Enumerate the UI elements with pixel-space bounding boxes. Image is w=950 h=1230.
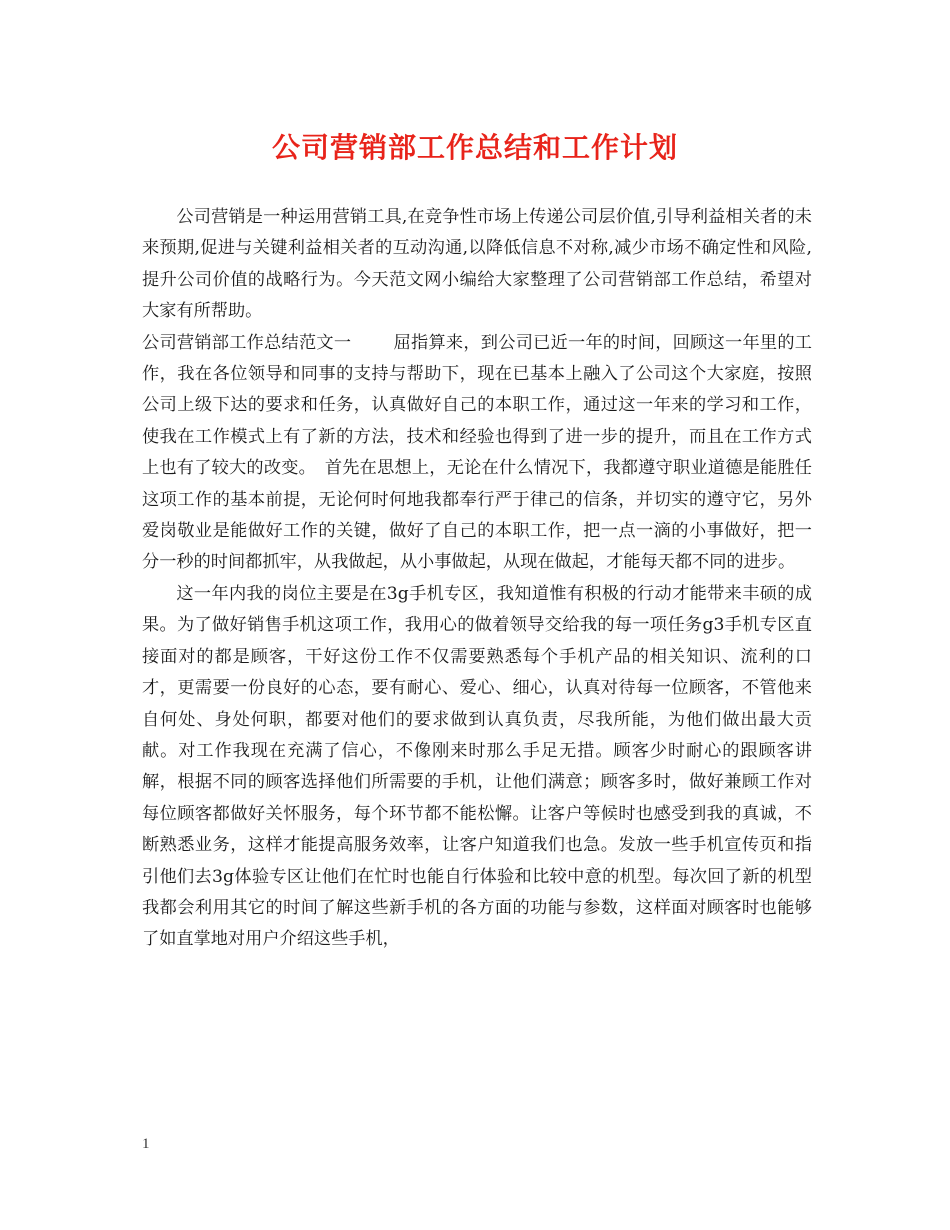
- document-title: 公司营销部工作总结和工作计划: [271, 131, 678, 164]
- intro-paragraph: 公司营销是一种运用营销工具,在竞争性市场上传递公司层价值,引导利益相关者的未来预期,促进与关键利益相关者的互动沟通,以降低信息不对称,减少市场不确定性和风险,提升公司价值的战略行为。今天范文网小编给大家整理了公司营销部工作总结，希望对大家有所帮助。: [142, 207, 812, 322]
- document-body: [142, 202, 812, 956]
- body-paragraph: 这一年内我的岗位主要是在3g手机专区，我知道惟有积极的行动才能带来丰硕的成果。为了做好销售手机这项工作，我用心的做着领导交给我的每一项任务g3手机专区直接面对的都是顾客，干好这份工作不仅需要熟悉每个手机产品的相关知识、流利的口才，更需要一份良好的心态，要有耐心、爱心、细心，认真对待每一位顾客，不管他来自何处、身处何职，都要对他们的要求做到认真负责，尽我所能，为他们做出最大贡献。对工作我现在充满了信心，不像刚来时那么手足无措。顾客少时耐心的跟顾客讲解，根据不同的顾客选择他们所需要的手机，让他们满意；顾客多时，做好兼顾工作对每位顾客都做好关怀服务，每个环节都不能松懈。让客户等候时也感受到我的真诚，不断熟悉业务，这样才能提高服务效率，让客户知道我们也急。发放一些手机宣传页和指引他们去3g体验专区让他们在忙时也能自行体验和比较中意的机型。每次回了新的机型我都会利用其它的时间了解这些新手机的各方面的功能与参数，这样面对顾客时也能够了如直掌地对用户介绍这些手机，: [142, 583, 812, 950]
- section-paragraph: [142, 328, 812, 579]
- page-number: 1: [142, 1136, 150, 1152]
- section-heading: 公司营销部工作总结范文一: [142, 332, 352, 353]
- section-paragraph-text: 屈指算来，到公司已近一年的时间，回顾这一年里的工作，我在各位领导和同事的支持与帮助下，现在已基本上融入了公司这个大家庭，按照公司上级下达的要求和任务，认真做好自己的本职工作，通过这一年来的学习和工作，使我在工作模式上有了新的方法，技术和经验也得到了进一步的提升，而且在工作方式上也有了较大的改变。 首先在思想上，无论在什么情况下，我都遵守职业道德是能胜任这项工作的基本前提，无论何时何地我都奉行严于律己的信条，并切实的遵守它，另外爱岗敬业是能做好工作的关键，做好了自己的本职工作，把一点一滴的小事做好，把一分一秒的时间都抓牢，从我做起，从小事做起，从现在做起，才能每天都不同的进步。: [142, 332, 812, 573]
